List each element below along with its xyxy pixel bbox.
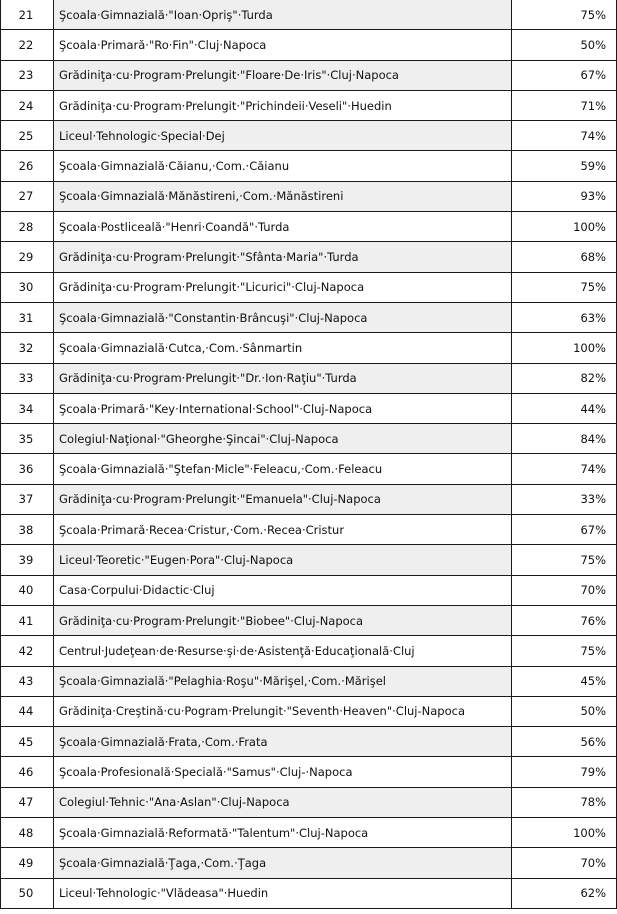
table-row (1, 515, 617, 545)
percentage-value: 63% (512, 302, 617, 332)
row-number: 38 (1, 515, 54, 545)
row-number: 22 (1, 30, 54, 60)
percentage-value: 75% (512, 272, 617, 302)
table-row (1, 757, 617, 787)
institution-name: Şcoala·Gimnazială·Cutca,·Com.·Sânmartin (54, 333, 512, 363)
row-number: 31 (1, 302, 54, 332)
table-row (1, 333, 617, 363)
row-number: 26 (1, 151, 54, 181)
percentage-value: 33% (512, 484, 617, 514)
table-row (1, 605, 617, 635)
institution-name: Grădiniţa·cu·Program·Prelungit·"Licurici"·Cluj-Napoca (54, 272, 512, 302)
percentage-value: 74% (512, 121, 617, 151)
table-row (1, 60, 617, 90)
row-number: 33 (1, 363, 54, 393)
percentage-value: 70% (512, 848, 617, 878)
percentage-value: 78% (512, 787, 617, 817)
percentage-value: 67% (512, 515, 617, 545)
table-row (1, 151, 617, 181)
institution-name: Colegiul·Naţional·"Gheorghe·Şincai"·Cluj-Napoca (54, 424, 512, 454)
institution-name: Şcoala·Primară·Recea·Cristur,·Com.·Recea·Cristur (54, 515, 512, 545)
percentage-value: 44% (512, 393, 617, 423)
institution-name: Şcoala·Gimnazială·Frata,·Com.·Frata (54, 727, 512, 757)
institution-name: Liceul·Tehnologic·"Vlădeasa"·Huedin (54, 878, 512, 908)
row-number: 49 (1, 848, 54, 878)
institution-name: Grădiniţa·cu·Program·Prelungit·"Biobee"·Cluj-Napoca (54, 605, 512, 635)
table-body (1, 0, 617, 908)
institution-name: Şcoala·Gimnazială·Reformată·"Talentum"·Cluj-Napoca (54, 818, 512, 848)
row-number: 40 (1, 575, 54, 605)
table-row (1, 727, 617, 757)
row-number: 50 (1, 878, 54, 908)
institution-name: Şcoala·Gimnazială·Căianu,·Com.·Căianu (54, 151, 512, 181)
row-number: 46 (1, 757, 54, 787)
table-row (1, 878, 617, 908)
table-row (1, 454, 617, 484)
percentage-value: 50% (512, 696, 617, 726)
percentage-value: 70% (512, 575, 617, 605)
percentage-value: 75% (512, 0, 617, 30)
row-number: 39 (1, 545, 54, 575)
row-number: 43 (1, 666, 54, 696)
institution-name: Şcoala·Gimnazială·"Pelaghia·Roşu"·Mărişel,·Com.·Mărişel (54, 666, 512, 696)
institution-name: Grădiniţa·cu·Program·Prelungit·"Prichindeii·Veseli"·Huedin (54, 90, 512, 120)
row-number: 42 (1, 636, 54, 666)
institution-name: Casa·Corpului·Didactic·Cluj (54, 575, 512, 605)
institution-name: Grădiniţa·cu·Program·Prelungit·"Sfânta·Maria"·Turda (54, 242, 512, 272)
percentage-value: 93% (512, 181, 617, 211)
table-row (1, 636, 617, 666)
percentage-value: 79% (512, 757, 617, 787)
percentage-value: 59% (512, 151, 617, 181)
percentage-value: 71% (512, 90, 617, 120)
institution-name: Liceul·Tehnologic·Special·Dej (54, 121, 512, 151)
table-row (1, 30, 617, 60)
table-row (1, 121, 617, 151)
institution-name: Şcoala·Gimnazială·Ţaga,·Com.·Ţaga (54, 848, 512, 878)
institution-name: Grădiniţa·cu·Program·Prelungit·"Emanuela"·Cluj-Napoca (54, 484, 512, 514)
percentage-value: 84% (512, 424, 617, 454)
percentage-value: 62% (512, 878, 617, 908)
table-row (1, 393, 617, 423)
institution-name: Liceul·Teoretic·"Eugen·Pora"·Cluj-Napoca (54, 545, 512, 575)
row-number: 21 (1, 0, 54, 30)
percentage-value: 50% (512, 30, 617, 60)
percentage-value: 75% (512, 636, 617, 666)
row-number: 24 (1, 90, 54, 120)
percentage-value: 74% (512, 454, 617, 484)
table-row (1, 272, 617, 302)
institution-name: Grădiniţa·cu·Program·Prelungit·"Dr.·Ion·Raţiu"·Turda (54, 363, 512, 393)
row-number: 45 (1, 727, 54, 757)
table-row (1, 90, 617, 120)
row-number: 36 (1, 454, 54, 484)
institution-name: Şcoala·Gimnazială·Mănăstireni,·Com.·Mănăstireni (54, 181, 512, 211)
row-number: 37 (1, 484, 54, 514)
table-row (1, 484, 617, 514)
percentage-value: 100% (512, 818, 617, 848)
row-number: 30 (1, 272, 54, 302)
institution-name: Şcoala·Primară·"Ro·Fin"·Cluj·Napoca (54, 30, 512, 60)
row-number: 23 (1, 60, 54, 90)
table-row (1, 666, 617, 696)
percentage-value: 100% (512, 333, 617, 363)
institution-name: Grădiniţa·Creştină·cu·Pogram·Prelungit·"Seventh·Heaven"·Cluj-Napoca (54, 696, 512, 726)
percentage-value: 68% (512, 242, 617, 272)
percentage-value: 100% (512, 212, 617, 242)
table-row (1, 242, 617, 272)
row-number: 34 (1, 393, 54, 423)
percentage-value: 75% (512, 545, 617, 575)
institution-name: Şcoala·Postliceală·"Henri·Coandă"·Turda (54, 212, 512, 242)
row-number: 25 (1, 121, 54, 151)
row-number: 44 (1, 696, 54, 726)
row-number: 48 (1, 818, 54, 848)
institution-name: Grădiniţa·cu·Program·Prelungit·"Floare·De·Iris"·Cluj·Napoca (54, 60, 512, 90)
row-number: 41 (1, 605, 54, 635)
institution-name: Şcoala·Gimnazială·"Ştefan·Micle"·Feleacu,·Com.·Feleacu (54, 454, 512, 484)
row-number: 32 (1, 333, 54, 363)
table-row (1, 818, 617, 848)
table-row (1, 424, 617, 454)
row-number: 28 (1, 212, 54, 242)
institution-name: Şcoala·Gimnazială·"Ioan·Opriş"·Turda (54, 0, 512, 30)
table-row (1, 212, 617, 242)
institution-name: Centrul·Judeţean·de·Resurse·şi·de·Asistenţă·Educaţională·Cluj (54, 636, 512, 666)
row-number: 47 (1, 787, 54, 817)
institution-name: Şcoala·Profesională·Specială·"Samus"·Cluj-·Napoca (54, 757, 512, 787)
institution-name: Şcoala·Primară·"Key·International·School"·Cluj-Napoca (54, 393, 512, 423)
table-row (1, 181, 617, 211)
table-row (1, 363, 617, 393)
percentage-value: 76% (512, 605, 617, 635)
percentage-value: 56% (512, 727, 617, 757)
percentage-value: 82% (512, 363, 617, 393)
table-row (1, 302, 617, 332)
row-number: 27 (1, 181, 54, 211)
table-row (1, 696, 617, 726)
table-row (1, 787, 617, 817)
row-number: 35 (1, 424, 54, 454)
table-row (1, 0, 617, 30)
table-row (1, 575, 617, 605)
table-row (1, 848, 617, 878)
row-number: 29 (1, 242, 54, 272)
percentage-value: 45% (512, 666, 617, 696)
institution-name: Colegiul·Tehnic·"Ana·Aslan"·Cluj-Napoca (54, 787, 512, 817)
table-row (1, 545, 617, 575)
institution-name: Şcoala·Gimnazială·"Constantin·Brâncuşi"·Cluj-Napoca (54, 302, 512, 332)
percentage-value: 67% (512, 60, 617, 90)
